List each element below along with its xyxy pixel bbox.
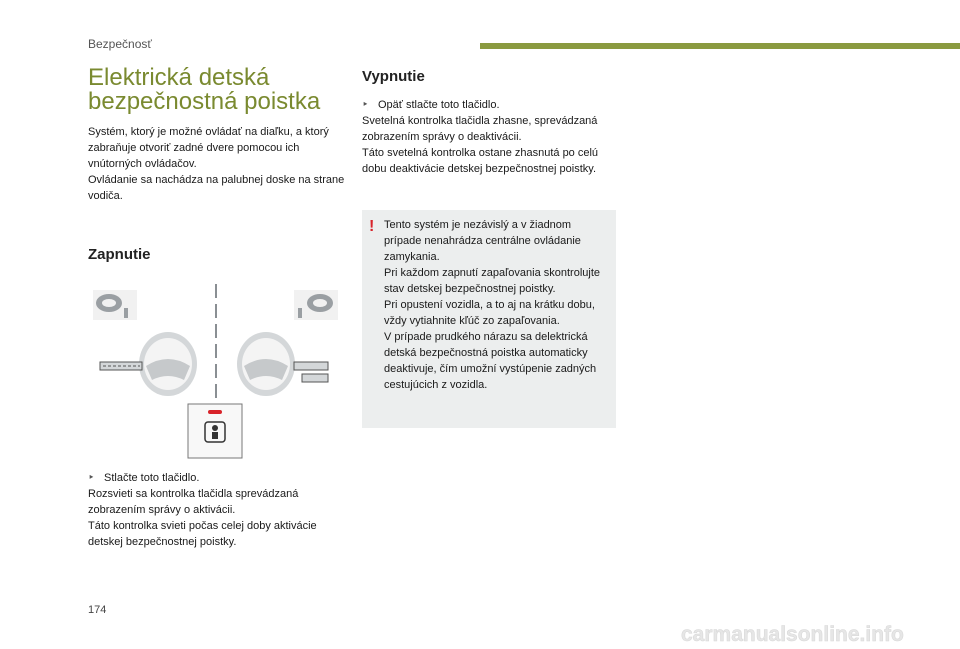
exclamation-warning-icon: ! (369, 218, 375, 235)
arrow-bullet-icon: ‣ (88, 472, 95, 484)
svg-text:carmanualsonline.info: carmanualsonline.info (681, 623, 904, 646)
section-bar (480, 43, 960, 49)
arrow-bullet-icon: ‣ (362, 99, 369, 111)
lhd-steering-icon (93, 290, 137, 320)
rhd-steering-icon (294, 290, 338, 320)
warning-note: ! Tento systém je nezávislý a v žiadnom prípade nenahrádza centrálne ovládanie zamykania. Pri každom zapnutí zapaľovania skontrolujte stav detskej bezpečnostnej poistky. Pri opustení vozidla, a to aj na krátku dobu, vždy vytiahnite kľúč zo zapaľovania. V prípade prudkého nárazu sa delektrická detská bezpečnostná poistka automaticky deaktivuje, čím umožní vystúpenie zadných cestujúcich z vozidla. (362, 210, 616, 428)
deactivation-text: ‣ Opäť stlačte toto tlačidlo. Svetelná kontrolka tlačidla zhasne, sprevádzaná zobrazením správy o deaktivácii. Táto svetelná kontrolka ostane zhasnutá po celú dobu deaktivácie detskej bezpečnostnej poistky. (362, 99, 599, 175)
intro-text: Systém, ktorý je možné ovládať na diaľku, a ktorý zabraňuje otvoriť zadné dvere pomocou ich vnútorných ovládačov. Ovládanie sa nachádza na palubnej doske na strane vodiča. (88, 126, 345, 202)
activation-heading: Zapnutie (88, 246, 151, 263)
page-title: Elektrická detská bezpečnostná poistka (88, 64, 321, 115)
section-label: Bezpečnosť (88, 37, 152, 51)
right-steering-wheel (237, 332, 328, 396)
indicator-light (208, 410, 222, 414)
left-steering-wheel (100, 332, 197, 396)
activation-text: ‣ Stlačte toto tlačidlo. Rozsvieti sa kontrolka tlačidla sprevádzaná zobrazením správy o aktivácii. Táto kontrolka svieti počas celej doby aktivácie detskej bezpečnostnej poistky. (88, 472, 317, 548)
child-lock-button (188, 404, 242, 458)
deactivation-heading: Vypnutie (362, 68, 425, 85)
child-lock-diagram (88, 276, 350, 460)
watermark (681, 620, 911, 646)
page-number: 174 (88, 604, 107, 616)
